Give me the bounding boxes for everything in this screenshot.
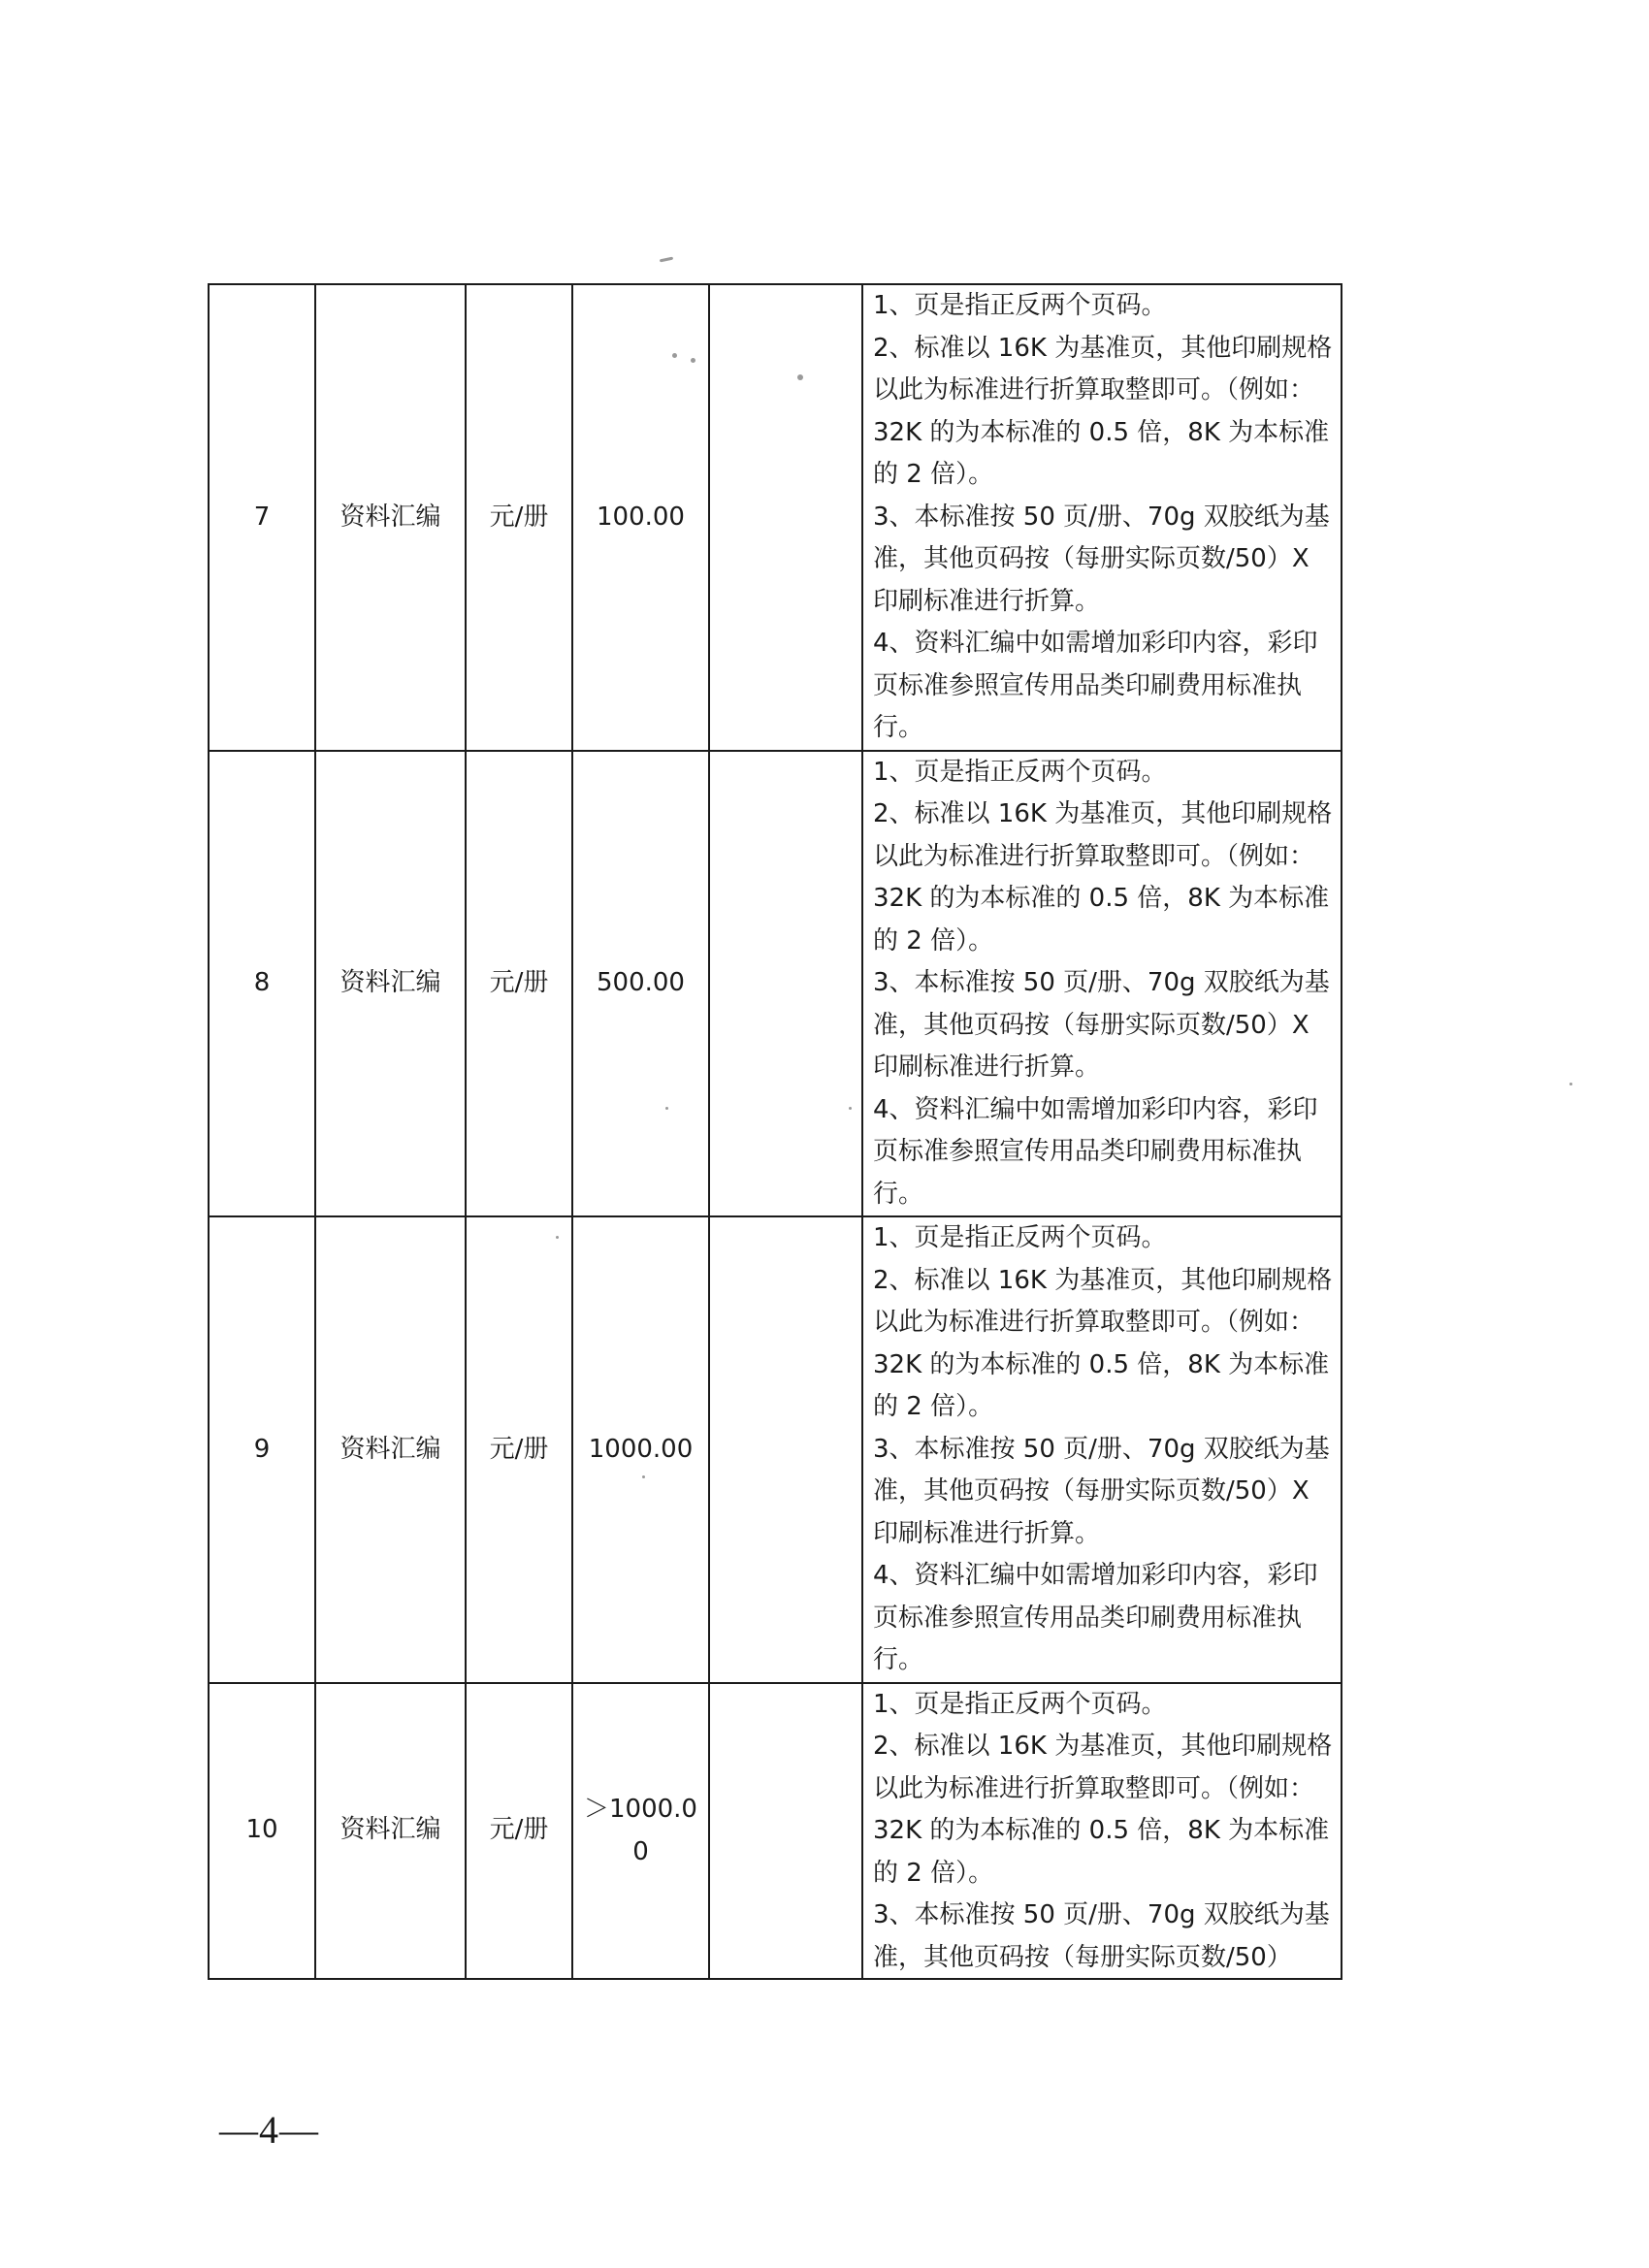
row-number: 9 [209,1216,315,1683]
remark-cell [709,1683,862,1979]
scan-speck [660,257,673,263]
note-line: 1、页是指正反两个页码。 [873,291,1167,320]
notes-clip [873,1684,1333,1976]
note-line: 1、页是指正反两个页码。 [873,757,1167,787]
remark-cell [709,751,862,1217]
note-line: 3、本标准按 50 页/册、70g 双胶纸为基准，其他页码按（每册实际页数/50）X 印刷标准进行折算。 [873,1434,1330,1548]
price: 1000.00 [572,1216,709,1683]
table-row [209,1683,1342,1979]
unit: 元/册 [466,284,572,751]
table-row [209,284,1342,751]
price: 500.00 [572,751,709,1217]
row-number: 7 [209,284,315,751]
row-number: 10 [209,1683,315,1979]
item-name: 资料汇编 [315,1216,466,1683]
notes-cell [862,284,1342,751]
table-row [209,1216,1342,1683]
table-row [209,751,1342,1217]
printing-fee-table [208,283,1342,1980]
notes-cell [862,1683,1342,1979]
unit: 元/册 [466,751,572,1217]
price-cell [572,1683,709,1979]
note-line: 4、资料汇编中如需增加彩印内容，彩印页标准参照宣传用品类印刷费用标准执行。 [873,1094,1318,1209]
note-line: 2、标准以 16K 为基准页，其他印刷规格以此为标准进行折算取整即可。（例如：32K 的为本标准的 0.5 倍，8K 为本标准的 2 倍）。 [873,799,1333,956]
item-name: 资料汇编 [315,751,466,1217]
price: ＞1000.00 [584,1794,697,1866]
remark-cell [709,284,862,751]
notes-cell [862,751,1342,1217]
note-line: 4、资料汇编中如需增加彩印内容，彩印页标准参照宣传用品类印刷费用标准执行。 [873,1561,1318,1674]
item-name: 资料汇编 [315,1683,466,1979]
remark-cell [709,1216,862,1683]
note-line: 4、资料汇编中如需增加彩印内容，彩印页标准参照宣传用品类印刷费用标准执行。 [873,629,1318,742]
unit: 元/册 [466,1683,572,1979]
note-line: 1、页是指正反两个页码。 [873,1689,1167,1719]
page-number: —4— [219,2108,319,2152]
item-name: 资料汇编 [315,284,466,751]
unit: 元/册 [466,1216,572,1683]
note-line: 3、本标准按 50 页/册、70g 双胶纸为基准，其他页码按（每册实际页数/50） [873,1900,1330,1972]
note-line: 1、页是指正反两个页码。 [873,1223,1167,1252]
price: 100.00 [572,284,709,751]
note-line: 3、本标准按 50 页/册、70g 双胶纸为基准，其他页码按（每册实际页数/50）X 印刷标准进行折算。 [873,502,1330,616]
note-line: 2、标准以 16K 为基准页，其他印刷规格以此为标准进行折算取整即可。（例如：32K 的为本标准的 0.5 倍，8K 为本标准的 2 倍）。 [873,1732,1333,1888]
note-line: 2、标准以 16K 为基准页，其他印刷规格以此为标准进行折算取整即可。（例如：32K 的为本标准的 0.5 倍，8K 为本标准的 2 倍）。 [873,333,1333,489]
notes-cell [862,1216,1342,1683]
note-line: 2、标准以 16K 为基准页，其他印刷规格以此为标准进行折算取整即可。（例如：32K 的为本标准的 0.5 倍，8K 为本标准的 2 倍）。 [873,1265,1333,1421]
row-number: 8 [209,751,315,1217]
scan-speck [1569,1083,1572,1085]
note-line: 3、本标准按 50 页/册、70g 双胶纸为基准，其他页码按（每册实际页数/50）X 印刷标准进行折算。 [873,968,1330,1082]
